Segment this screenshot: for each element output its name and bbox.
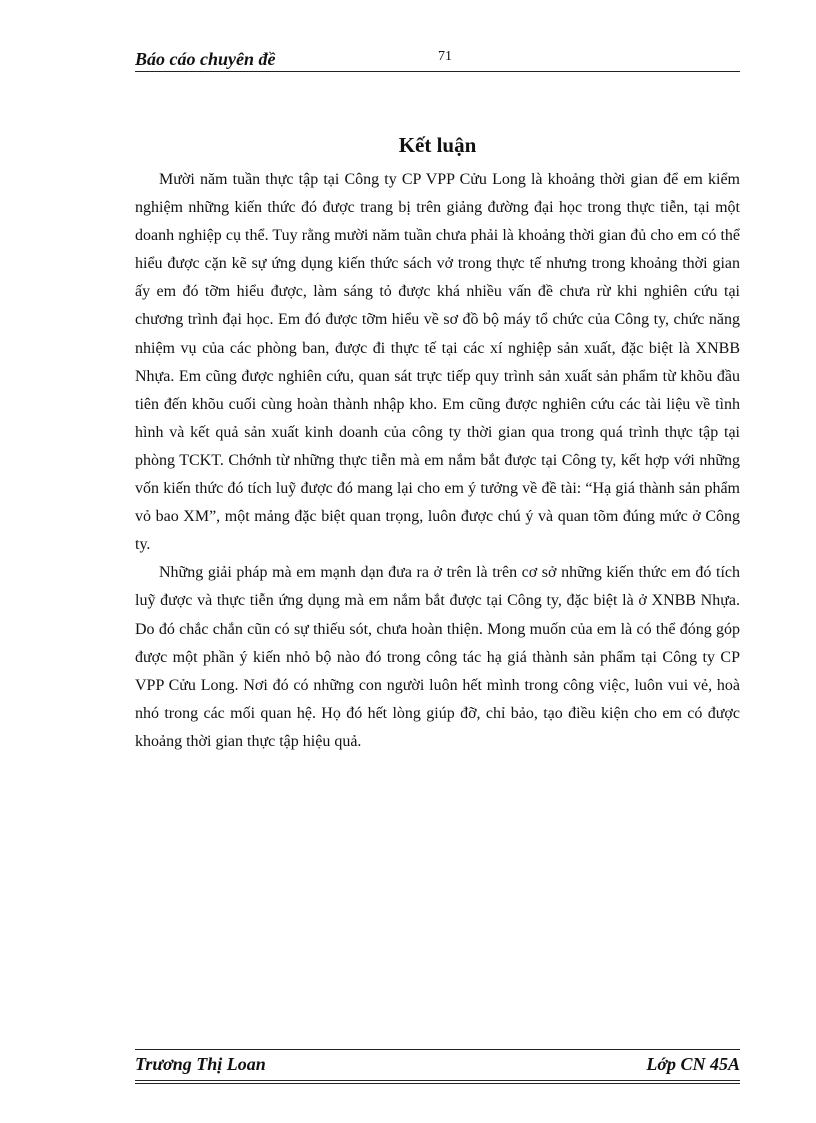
body-text [135, 166, 740, 756]
paragraph: Mười năm tuần thực tập tại Công ty CP VPP Cửu Long là khoảng thời gian để em kiểm nghiệm những kiến thức đó được trang bị trên giảng đường đại học trong thực tiễn, tại một doanh nghiệp cụ thể. Tuy rằng mười năm tuần chưa phải là khoảng thời gian đủ cho em có thể hiểu được cặn kẽ sự ứng dụng kiến thức sách vở trong thực tế nhưng trong khoảng thời gian ấy em đó tỡm hiểu được, làm sáng tỏ được khá nhiều vấn đề chưa rừ khi nghiên cứu tại chương trình đại học. Em đó được tỡm hiểu về sơ đồ bộ máy tổ chức của Công ty, chức năng nhiệm vụ của các phòng ban, được đi thực tế tại các xí nghiệp sản xuất, đặc biệt là XNBB Nhựa. Em cũng được nghiên cứu, quan sát trực tiếp quy trình sản xuất sản phẩm từ khõu đầu tiên đến khõu cuối cùng hoàn thành nhập kho. Em cũng được nghiên cứu các tài liệu về tình hình và kết quả sản xuất kinh doanh của công ty thời gian qua trong quá trình thực tập tại phòng TCKT. Chớnh từ những thực tiễn mà em nắm bắt được tại Công ty, kết hợp với những vốn kiến thức đó tích luỹ được đó mang lại cho em ý tưởng về đề tài: “Hạ giá thành sản phẩm vỏ bao XM”, một mảng đặc biệt quan trọng, luôn được chú ý và quan tõm đúng mức ở Công ty. [135, 171, 740, 554]
footer-double-divider [135, 1080, 740, 1084]
footer-author: Trương Thị Loan [135, 1054, 266, 1074]
footer-class: Lớp CN 45A [646, 1054, 740, 1074]
header-title: Báo cáo chuyên đề [135, 49, 276, 69]
conclusion-heading: Kết luận [398, 133, 477, 157]
footer-divider [135, 1049, 740, 1050]
page-number: 71 [438, 49, 452, 64]
paragraph: Những giải pháp mà em mạnh dạn đưa ra ở trên là trên cơ sở những kiến thức em đó tích luỹ được và thực tiễn ứng dụng mà em nắm bắt được tại Công ty, đặc biệt là ở XNBB Nhựa. Do đó chắc chắn cũn có sự thiếu sót, chưa hoàn thiện. Mong muốn của em là có thể đóng góp được một phần ý kiến nhỏ bộ nào đó trong công tác hạ giá thành sản phẩm tại Công ty CP VPP Cửu Long. Nơi đó có những con người luôn hết mình trong công việc, luôn vui vẻ, hoà nhó trong các mối quan hệ. Họ đó hết lòng giúp đỡ, chỉ bảo, tạo điều kiện cho em có được khoảng thời gian thực tập hiệu quả. [135, 564, 740, 750]
header-divider [135, 71, 740, 72]
